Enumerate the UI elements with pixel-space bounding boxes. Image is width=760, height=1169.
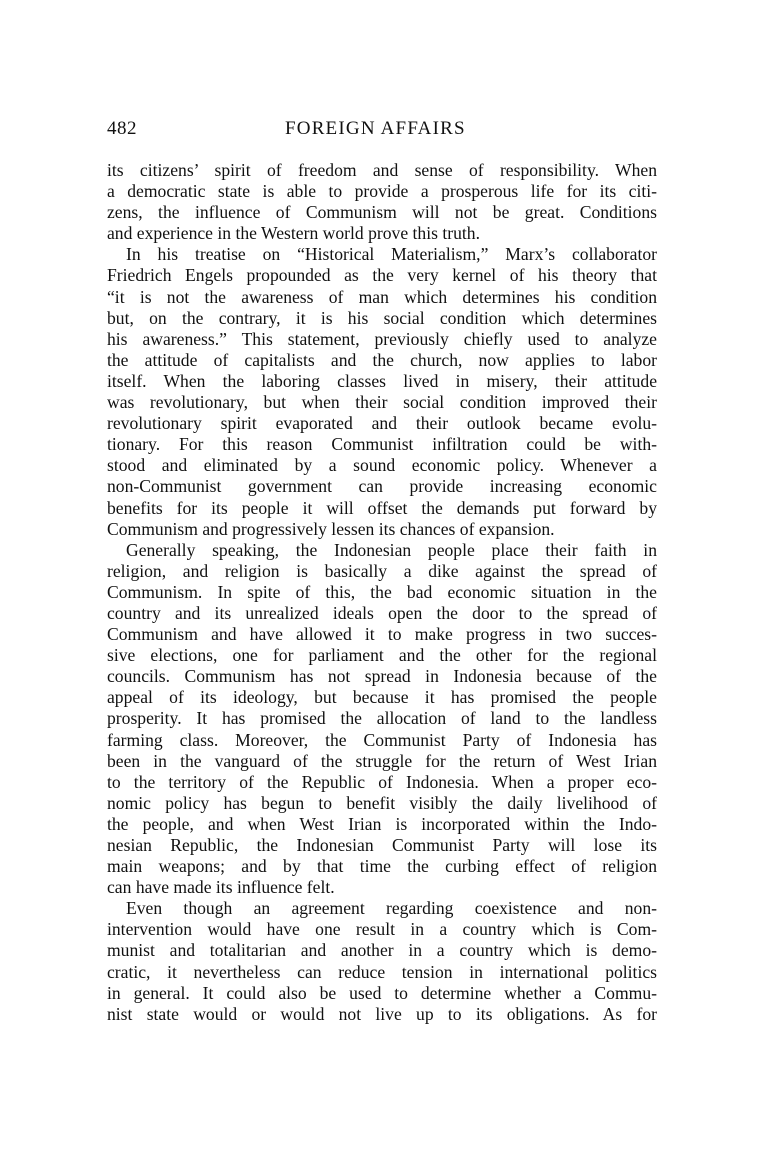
text-line: In his treatise on “Historical Materialism,” Marx’s collaborator <box>126 244 657 265</box>
text-line: can have made its influence felt. <box>107 877 335 898</box>
text-line: Communism and have allowed it to make progress in two succes- <box>107 624 657 645</box>
text-line: cratic, it nevertheless can reduce tension in international politics <box>107 961 657 982</box>
text-line: nesian Republic, the Indonesian Communist Party will lose its <box>107 835 657 855</box>
text-line: his awareness.” This statement, previously chiefly used to analyze <box>107 328 657 349</box>
text-line: religion, and religion is basically a dike against the spread of <box>107 560 657 581</box>
text-line: a democratic state is able to provide a prosperous life for its citi- <box>107 181 657 202</box>
text-line: benefits for its people it will offset the demands put forward by <box>107 497 657 518</box>
text-line: in general. It could also be used to determine whether a Commu- <box>107 982 657 1003</box>
text-line: Even though an agreement regarding coexistence and non- <box>126 898 657 919</box>
text-line: main weapons; and by that time the curbing effect of religion <box>107 856 657 877</box>
text-line: farming class. Moreover, the Communist Party of Indonesia has <box>107 729 657 750</box>
text-line: Communism and progressively lessen its chances of expansion. <box>107 518 555 539</box>
body-text <box>107 160 657 1025</box>
journal-title: FOREIGN AFFAIRS <box>285 118 466 139</box>
page-number: 482 <box>107 118 137 139</box>
text-line: been in the vanguard of the struggle for the return of West Irian <box>107 750 657 771</box>
text-line: Communism. In spite of this, the bad economic situation in the <box>107 581 657 602</box>
text-line: Generally speaking, the Indonesian people place their faith in <box>126 539 657 560</box>
text-line: country and its unrealized ideals open the door to the spread of <box>107 602 657 623</box>
text-line: stood and eliminated by a sound economic policy. Whenever a <box>107 455 657 476</box>
text-line: sive elections, one for parliament and the other for the regional <box>107 645 657 666</box>
document-page <box>107 118 657 1025</box>
text-line: munist and totalitarian and another in a country which is demo- <box>107 940 657 961</box>
text-line: councils. Communism has not spread in Indonesia because of the <box>107 666 657 687</box>
text-line: nomic policy has begun to benefit visibly the daily livelihood of <box>107 792 657 813</box>
text-line: to the territory of the Republic of Indonesia. When a proper eco- <box>107 771 657 792</box>
text-line: the attitude of capitalists and the church, now applies to labor <box>107 349 657 370</box>
running-header <box>107 118 657 148</box>
text-line: and experience in the Western world prove this truth. <box>107 223 480 244</box>
text-line: appeal of its ideology, but because it has promised the people <box>107 687 657 708</box>
text-line: was revolutionary, but when their social condition improved their <box>107 392 657 413</box>
text-line: prosperity. It has promised the allocation of land to the landless <box>107 708 657 729</box>
text-line: nist state would or would not live up to its obligations. As for <box>107 1003 657 1024</box>
text-line: zens, the influence of Communism will not be great. Conditions <box>107 202 657 223</box>
text-line: revolutionary spirit evaporated and their outlook became evolu- <box>107 413 657 434</box>
text-line: non-Communist government can provide increasing economic <box>107 476 657 497</box>
text-line: Friedrich Engels propounded as the very kernel of his theory that <box>107 265 657 286</box>
text-line: but, on the contrary, it is his social condition which determines <box>107 307 657 328</box>
text-line: intervention would have one result in a country which is Com- <box>107 919 657 940</box>
text-line: “it is not the awareness of man which determines his condition <box>107 286 657 307</box>
text-line: its citizens’ spirit of freedom and sense of responsibility. When <box>107 160 657 180</box>
text-line: tionary. For this reason Communist infiltration could be with- <box>107 434 657 455</box>
text-line: the people, and when West Irian is incorporated within the Indo- <box>107 813 657 834</box>
text-line: itself. When the laboring classes lived in misery, their attitude <box>107 370 657 391</box>
